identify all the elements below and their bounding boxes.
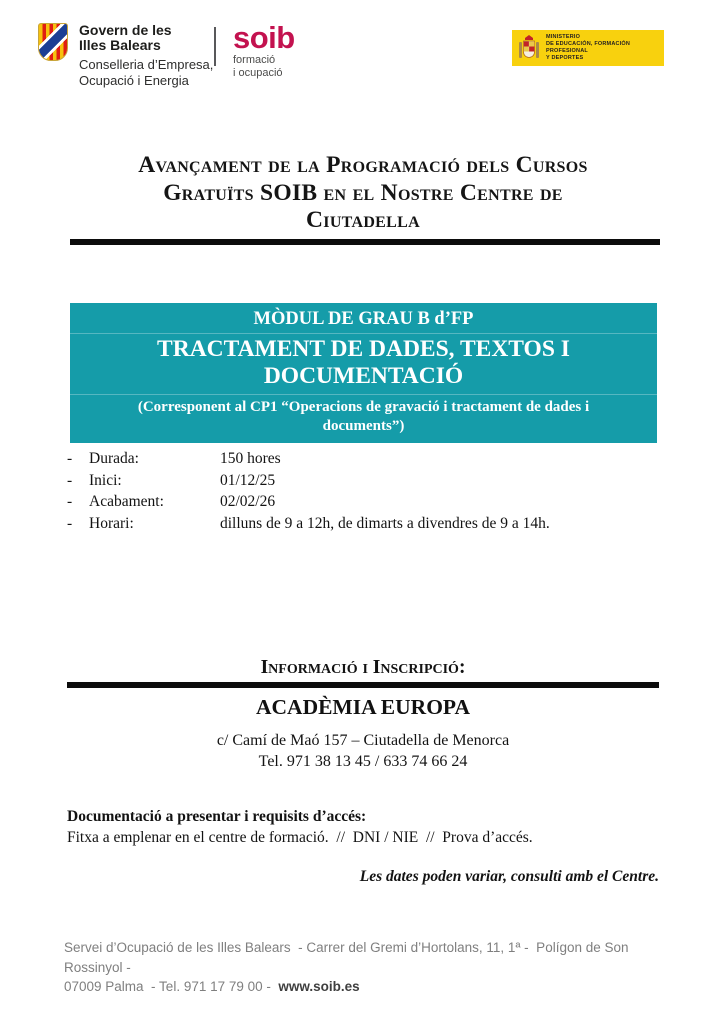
detail-value: 02/02/26	[220, 493, 276, 510]
center-phone: Tel. 971 38 13 45 / 633 74 66 24	[258, 753, 468, 770]
detail-value: dilluns de 9 a 12h, de dimarts a divendres de 9 a 14h.	[220, 514, 550, 532]
detail-label: Horari:	[89, 514, 134, 532]
footer	[64, 938, 690, 997]
soib-wordmark: soib	[233, 20, 295, 55]
page-title-line3: Ciutadella	[306, 207, 420, 233]
ministry-label	[546, 34, 664, 62]
detail-row-durada	[67, 448, 653, 470]
soib-website-link[interactable]: www.soib.es	[278, 979, 360, 994]
govern-name-line1: Govern de les	[79, 22, 172, 38]
footer-line1: Servei d’Ocupació de les Illes Balears - Carrer del Gremi d’Hortolans, 11, 1ª - Polígon de Son Rossinyol -	[64, 940, 633, 975]
govern-illes-balears-logo	[38, 23, 213, 89]
govern-name-line2: Illes Balears	[79, 37, 161, 53]
ministry-logo	[512, 30, 664, 66]
detail-row-inici	[67, 470, 653, 492]
detail-label: Inici:	[89, 471, 122, 489]
course-name: TRACTAMENT DE DADES, TEXTOS I DOCUMENTACIÓ	[70, 333, 657, 394]
detail-label: Acabament:	[89, 493, 164, 510]
page-title-line2: Gratuïts SOIB en el Nostre Centre de	[163, 179, 563, 206]
detail-row-horari	[67, 513, 653, 535]
detail-value: 150 hores	[220, 450, 281, 467]
detail-value: 01/12/25	[220, 471, 276, 489]
spain-coat-of-arms-icon	[518, 34, 540, 62]
requirements-heading: Documentació a presentar i requisits d’accés:	[67, 808, 367, 825]
bullet-dash: -	[67, 514, 73, 532]
ministry-line2: DE EDUCACIÓN, FORMACIÓN PROFESIONAL	[546, 41, 631, 54]
govern-dept-line2: Ocupació i Energia	[79, 73, 189, 88]
ministry-line3: Y DEPORTES	[546, 55, 584, 61]
info-heading: Informació i Inscripció:	[260, 657, 466, 678]
soib-tagline-line1: formació	[233, 54, 276, 66]
govern-dept-line1: Conselleria d’Empresa,	[79, 57, 214, 72]
title-rule	[70, 239, 660, 245]
soib-tagline-line2: i ocupació	[233, 67, 283, 79]
page-title-line1: Avançament de la Programació dels Cursos	[138, 152, 588, 178]
detail-row-acabament	[67, 491, 653, 513]
requirements-text: Fitxa a emplenar en el centre de formació. // DNI / NIE // Prova d’accés.	[67, 829, 533, 846]
info-section	[67, 657, 659, 772]
govern-logo-text	[79, 23, 213, 89]
detail-label: Durada:	[89, 450, 139, 467]
bullet-dash: -	[67, 450, 73, 467]
course-details-list	[67, 448, 653, 534]
page-title	[67, 152, 659, 235]
header-logo-divider	[214, 27, 216, 66]
training-center-name: ACADÈMIA EUROPA	[255, 695, 470, 719]
center-address: c/ Camí de Maó 157 – Ciutadella de Menorca	[216, 732, 510, 749]
course-banner	[70, 303, 657, 443]
dates-disclaimer-note: Les dates poden variar, consulti amb el Centre.	[359, 868, 659, 885]
course-level: MÒDUL DE GRAU B d’FP	[253, 309, 474, 329]
info-rule	[67, 682, 659, 688]
bullet-dash: -	[67, 471, 73, 489]
footer-line2-text: 07009 Palma - Tel. 971 17 79 00 -	[64, 979, 279, 994]
balearic-coat-of-arms-icon	[38, 23, 68, 61]
footer-line2	[64, 977, 690, 997]
bullet-dash: -	[67, 493, 73, 510]
soib-logo	[233, 20, 295, 80]
ministry-line1: MINISTERIO	[546, 34, 581, 40]
course-subtitle: (Corresponent al CP1 “Operacions de gravació i tractament de dades i documents”)	[70, 394, 657, 443]
requirements-section	[67, 806, 679, 848]
